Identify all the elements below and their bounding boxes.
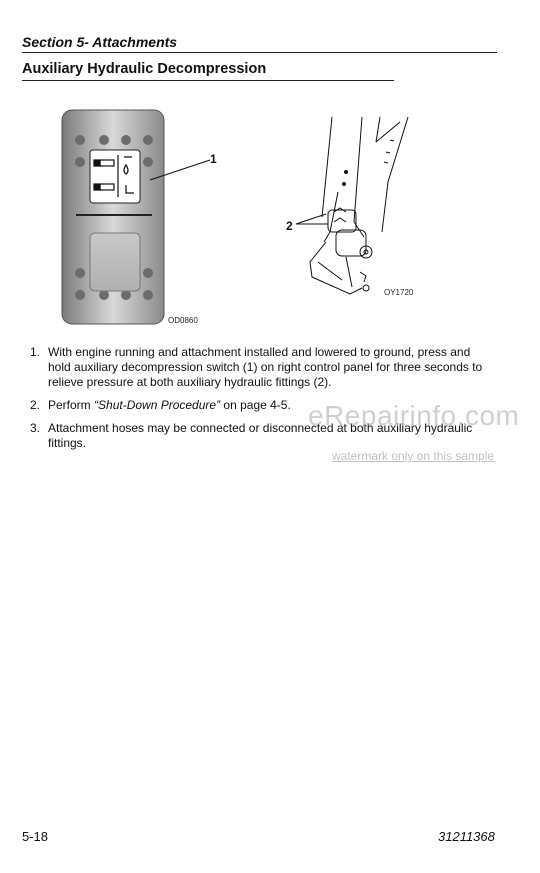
document-number: 31211368 <box>438 829 495 844</box>
step-text: With engine running and attachment installed and lowered to ground, press and hold auxiliary decompression switch ( <box>48 345 471 374</box>
subsection-title: Auxiliary Hydraulic Decompression <box>22 61 394 81</box>
control-panel-figure <box>60 105 230 330</box>
figure-code-right: OY1720 <box>384 288 414 297</box>
step-number: 2. <box>30 398 41 412</box>
page-number: 5-18 <box>22 829 49 844</box>
hydraulic-fittings-figure <box>280 112 430 302</box>
lower-switch <box>90 233 140 291</box>
watermark-note: watermark only on this sample <box>332 449 495 463</box>
step-text: ) on right control panel for three seconds to relieve pressure at both auxiliary hydraulic fittings ( <box>48 360 483 389</box>
decompression-switch-icon <box>90 150 140 203</box>
step-ref: 1 <box>246 360 254 374</box>
cross-reference-link[interactable]: “Shut-Down Procedure” <box>94 398 221 412</box>
watermark-brand: eRepairinfo.com <box>308 400 520 431</box>
step-text: Attachment hoses may be connected or disconnected at both auxiliary hydraulic fittings. <box>48 421 473 450</box>
step-1 <box>30 345 495 390</box>
step-text: on page 4-5. <box>220 398 291 412</box>
figure-code-left: OD0860 <box>168 316 198 325</box>
step-ref: 2 <box>317 375 325 389</box>
step-text: ). <box>324 375 332 389</box>
callout-1: 1 <box>210 152 217 166</box>
callout-2: 2 <box>286 219 293 233</box>
step-text: Perform <box>48 398 95 412</box>
section-header: Section 5- Attachments <box>22 34 497 53</box>
step-number: 1. <box>30 345 41 359</box>
step-number: 3. <box>30 421 41 435</box>
